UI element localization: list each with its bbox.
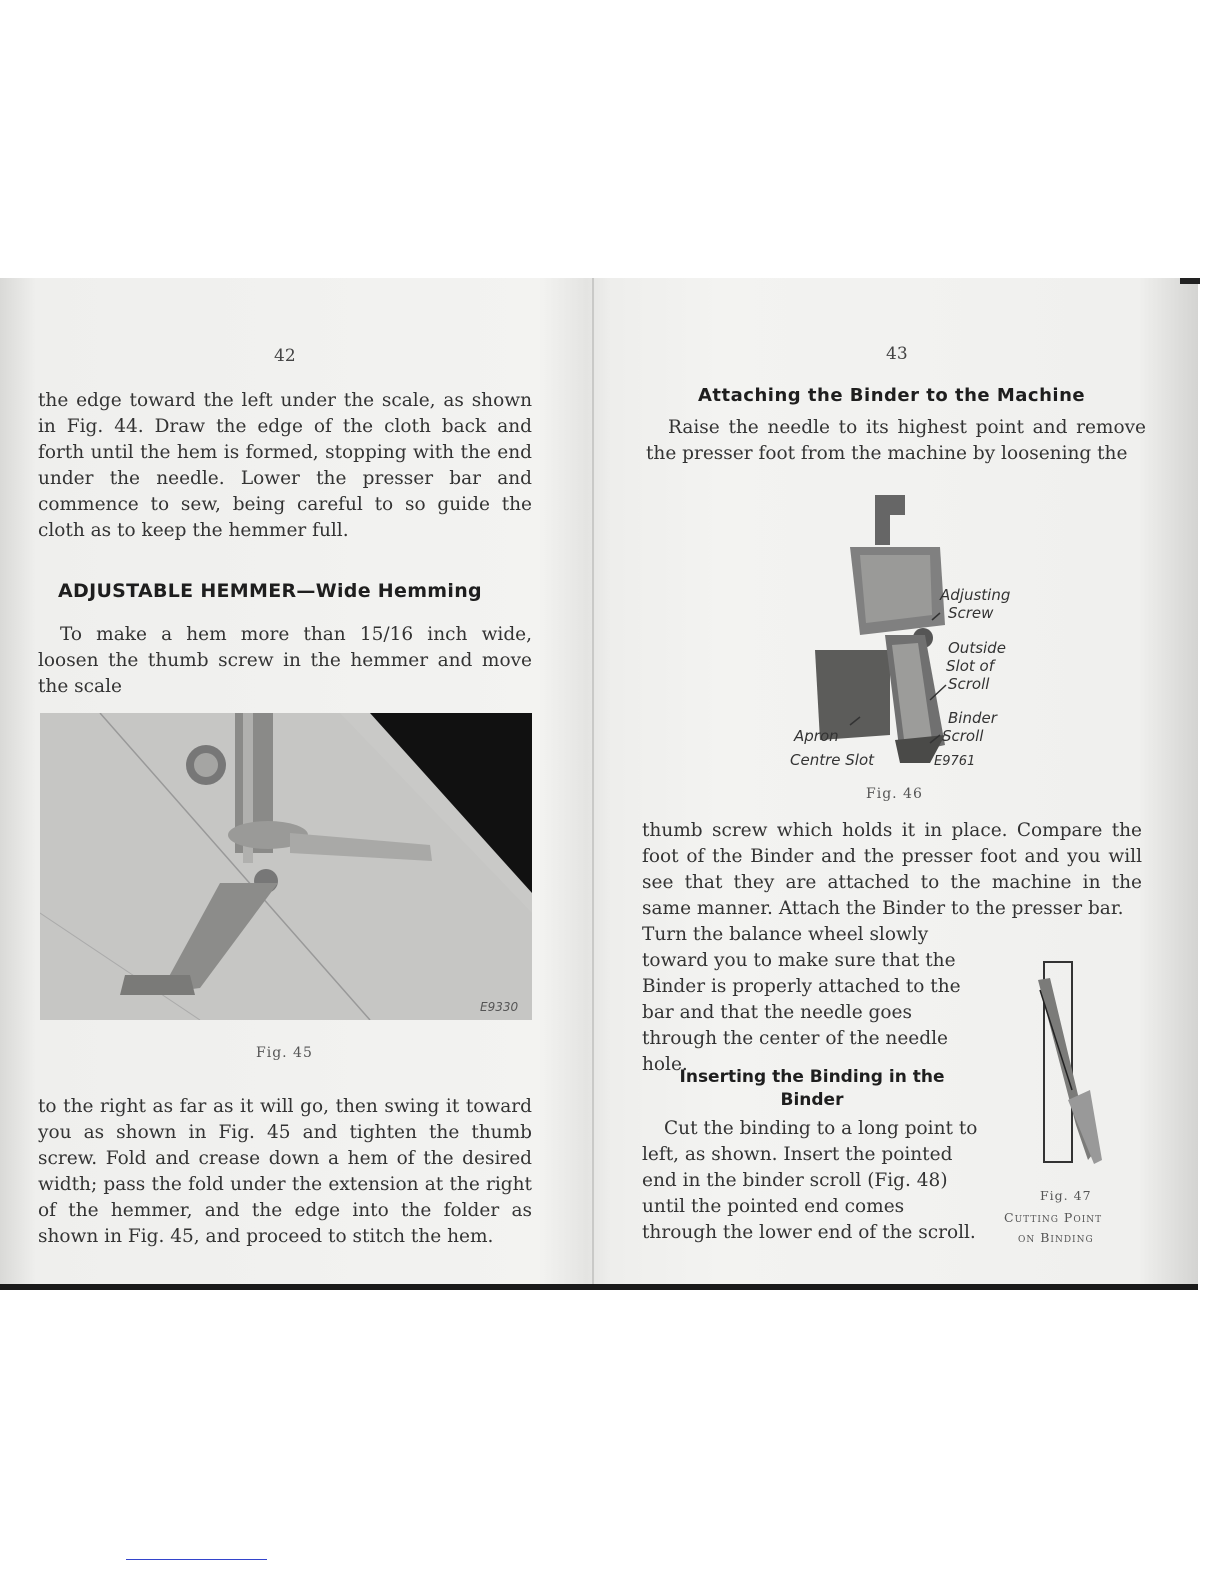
label-slot-of: Slot of bbox=[946, 657, 994, 675]
figure-47-binding bbox=[1010, 950, 1120, 1170]
page-edge bbox=[1180, 278, 1200, 284]
label-adjusting: Adjusting bbox=[940, 586, 1011, 604]
figure-45-photo bbox=[40, 713, 532, 1020]
figure-46-binder bbox=[780, 485, 1020, 775]
label-apron: Apron bbox=[794, 727, 839, 745]
figure-45-code: E9330 bbox=[480, 1000, 519, 1014]
right-paragraph-4: Cut the binding to a long point to left, as shown. Insert the pointed end in the binder scroll (Fig. 48) until the pointed end comes through the lower end of the scroll. bbox=[642, 1118, 978, 1243]
figure-46-code: E9761 bbox=[934, 754, 976, 769]
right-paragraph-1: Raise the needle to its highest point and remove the presser foot from the machine by loosening the bbox=[646, 417, 1146, 464]
hemmer-illustration bbox=[40, 713, 532, 1020]
label-scroll: Scroll bbox=[948, 675, 990, 693]
figure-46-caption: Fig. 46 bbox=[866, 786, 923, 802]
left-intro-paragraph: the edge toward the left under the scale, as shown in Fig. 44. Draw the edge of the cloth back and forth until the hem is formed, stopping with the end under the needle. Lower the presser bar and commence to sew, being careful to so guide the cloth as to keep the hemmer full. bbox=[38, 390, 532, 541]
right-subheading: Inserting the Binding in the Binder bbox=[679, 1067, 945, 1110]
figure-47-caption-3: on Binding bbox=[1018, 1230, 1094, 1245]
figure-45-caption: Fig. 45 bbox=[256, 1045, 313, 1061]
right-heading: Attaching the Binder to the Machine bbox=[698, 385, 1086, 406]
page-number-right: 43 bbox=[886, 344, 908, 364]
figure-47-caption-1: Fig. 47 bbox=[1040, 1188, 1092, 1203]
left-paragraph-3: to the right as far as it will go, then swing it toward you as shown in Fig. 45 and tighten the thumb screw. Fold and crease down a hem of the desired width; pass the fold under the extension at the right of the hemmer, and the edge into the folder as shown in Fig. 45, and proceed to stitch the hem. bbox=[38, 1096, 532, 1247]
left-heading: ADJUSTABLE HEMMER—Wide Hemming bbox=[58, 580, 482, 602]
label-outside: Outside bbox=[948, 639, 1006, 657]
left-paragraph-2: To make a hem more than 15/16 inch wide, loosen the thumb screw in the hemmer and move the scale bbox=[38, 624, 532, 697]
right-paragraph-3: Turn the balance wheel slowly toward you to make sure that the Binder is properly attached to the bar and that the needle goes through the center of the needle hole. bbox=[642, 924, 961, 1075]
right-paragraph-2: thumb screw which holds it in place. Compare the foot of the Binder and the presser foot and you will see that they are attached to the machine in the same manner. Attach the Binder to the presser bar. bbox=[642, 820, 1142, 919]
label-binder-scroll: Scroll bbox=[942, 727, 984, 745]
book-spine bbox=[592, 278, 594, 1284]
figure-47-caption-2: Cutting Point bbox=[1004, 1210, 1103, 1225]
label-screw: Screw bbox=[948, 604, 994, 622]
label-centre-slot: Centre Slot bbox=[790, 751, 875, 769]
footer-rule bbox=[126, 1559, 267, 1560]
page-number-left: 42 bbox=[274, 346, 296, 366]
label-binder: Binder bbox=[948, 709, 997, 727]
